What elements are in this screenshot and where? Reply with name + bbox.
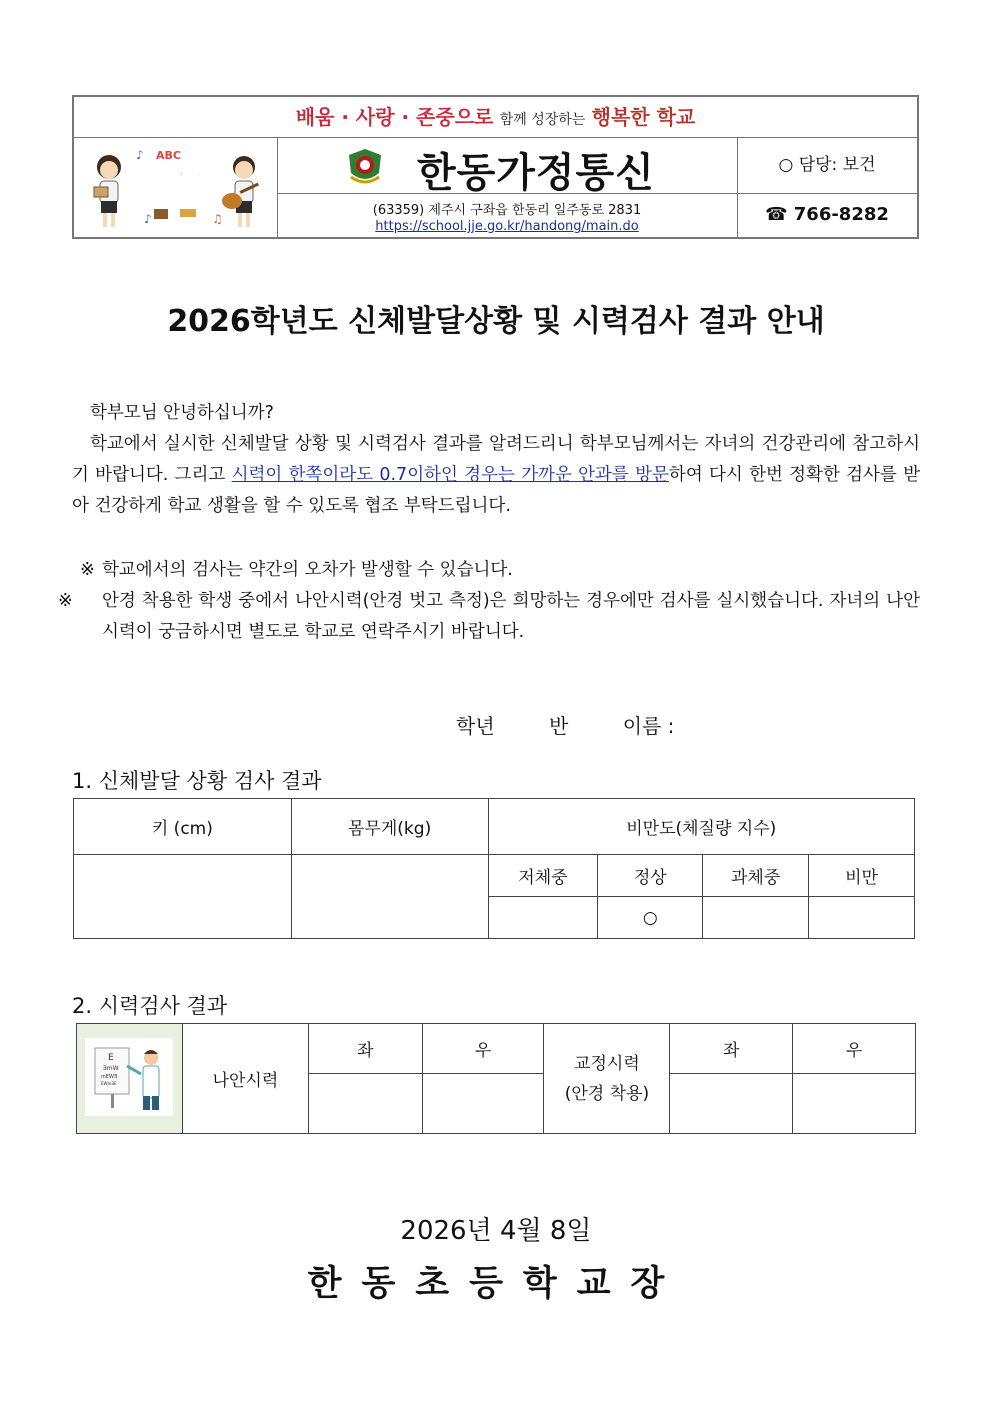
corrected-right-value xyxy=(793,1074,916,1134)
motto-part3: 행복한 학교 xyxy=(591,105,696,129)
svg-text:ƎmW: ƎmW xyxy=(103,1065,120,1072)
class-label: 반 xyxy=(549,714,569,738)
contact-person: ○ 담당: 보건 xyxy=(737,137,917,194)
height-value-cell xyxy=(74,855,292,939)
bmi-obese-mark xyxy=(809,897,915,939)
vision-test-table xyxy=(76,1023,916,1134)
motto-part2: 함께 성장하는 xyxy=(499,112,586,128)
bmi-normal-mark: ○ xyxy=(598,897,703,939)
corrected-right-header: 우 xyxy=(793,1024,916,1074)
bmi-header: 비만도(체질량 지수) xyxy=(488,799,915,855)
height-header: 키 (cm) xyxy=(74,799,292,855)
logo-abc-text: ABC xyxy=(156,149,181,162)
note-mark: ※ xyxy=(80,560,95,580)
svg-text:♫: ♫ xyxy=(212,212,223,226)
naked-right-header: 우 xyxy=(422,1024,544,1074)
naked-left-value xyxy=(308,1074,422,1134)
principal-signature: 한동초등학교장 xyxy=(307,1264,685,1304)
note-mark: ※ xyxy=(58,591,73,611)
bmi-obese-header: 비만 xyxy=(809,855,915,897)
school-url-link[interactable]: https://school.jje.go.kr/handong/main.do xyxy=(375,219,639,234)
name-label: 이름 : xyxy=(622,714,675,738)
body-measurement-table xyxy=(73,798,915,939)
svg-text:♪: ♪ xyxy=(144,212,152,226)
newsletter-name: 한동가정통신 xyxy=(417,150,655,196)
svg-text:♪: ♪ xyxy=(136,148,144,162)
intro-text-after: 하여 다시 한번 정확한 검사를 받아 건강하게 학교 생활을 할 수 있도록 협조 부탁드립니다. xyxy=(72,465,920,516)
intro-paragraph xyxy=(72,429,920,522)
grade-label: 학년 xyxy=(456,714,495,738)
issue-date: 2026년 4월 8일 xyxy=(400,1216,592,1246)
naked-left-header: 좌 xyxy=(308,1024,422,1074)
svg-text:EWmƎE: EWmƎE xyxy=(101,1081,117,1086)
section1-title: 1. 신체발달 상황 검사 결과 xyxy=(72,769,322,793)
note-2-text: 안경 착용한 학생 중에서 나안시력(안경 벗고 측정)은 희망하는 경우에만 검사를 실시했습니다. 자녀의 나안시력이 궁금하시면 별도로 학교로 연락주시기 바랍니다. xyxy=(102,591,920,642)
weight-value-cell xyxy=(291,855,488,939)
corrected-vision-label-line2: (안경 착용) xyxy=(564,1083,650,1104)
newsletter-header xyxy=(72,95,919,239)
note-2 xyxy=(58,586,920,648)
onglak-logo xyxy=(74,137,278,237)
school-address-cell xyxy=(277,193,738,237)
eye-doctor-icon xyxy=(81,1030,177,1122)
eye-clinic-notice: 시력이 한쪽이라도 0.7이하인 경우는 가까운 안과를 방문 xyxy=(231,465,669,485)
section2-title: 2. 시력검사 결과 xyxy=(72,994,228,1018)
svg-text:E: E xyxy=(108,1053,115,1063)
corrected-vision-label-line1: 교정시력 xyxy=(574,1053,640,1074)
note-1 xyxy=(72,555,920,586)
motto-part1: 배움 · 사랑 · 존중으로 xyxy=(295,105,494,129)
bmi-underweight-header: 저체중 xyxy=(488,855,598,897)
greeting: 학부모님 안녕하십니까? xyxy=(90,403,274,423)
student-info-line xyxy=(456,710,722,739)
bmi-overweight-mark xyxy=(703,897,809,939)
weight-header: 몸무게(kg) xyxy=(291,799,488,855)
document-title: 2026학년도 신체발달상황 및 시력검사 결과 안내 xyxy=(167,304,825,339)
corrected-vision-label xyxy=(544,1024,670,1134)
bmi-underweight-mark xyxy=(488,897,598,939)
school-emblem-icon xyxy=(345,147,385,189)
bmi-normal-header: 정상 xyxy=(598,855,703,897)
school-motto xyxy=(74,97,917,138)
naked-vision-label: 나안시력 xyxy=(182,1024,308,1134)
bmi-overweight-header: 과체중 xyxy=(703,855,809,897)
svg-text:온글락: 온글락 xyxy=(137,170,213,200)
note-1-text: 학교에서의 검사는 약간의 오차가 발생할 수 있습니다. xyxy=(102,560,513,580)
corrected-left-value xyxy=(670,1074,793,1134)
naked-right-value xyxy=(422,1074,544,1134)
corrected-left-header: 좌 xyxy=(670,1024,793,1074)
eye-chart-illustration xyxy=(77,1024,183,1134)
intro-text-before: 학교에서 실시한 신체발달 상황 및 시력검사 결과를 알려드리니 학부모님께서는 자녀의 건강관리에 참고하시기 바랍니다. 그리고 xyxy=(72,434,920,485)
school-address: (63359) 제주시 구좌읍 한동리 일주동로 2831 xyxy=(372,203,642,218)
svg-text:mEWƎ: mEWƎ xyxy=(101,1074,118,1080)
newsletter-title-cell xyxy=(277,137,738,194)
onglak-logo-illustration xyxy=(74,137,277,237)
contact-phone: ☎ 766-8282 xyxy=(765,204,889,225)
